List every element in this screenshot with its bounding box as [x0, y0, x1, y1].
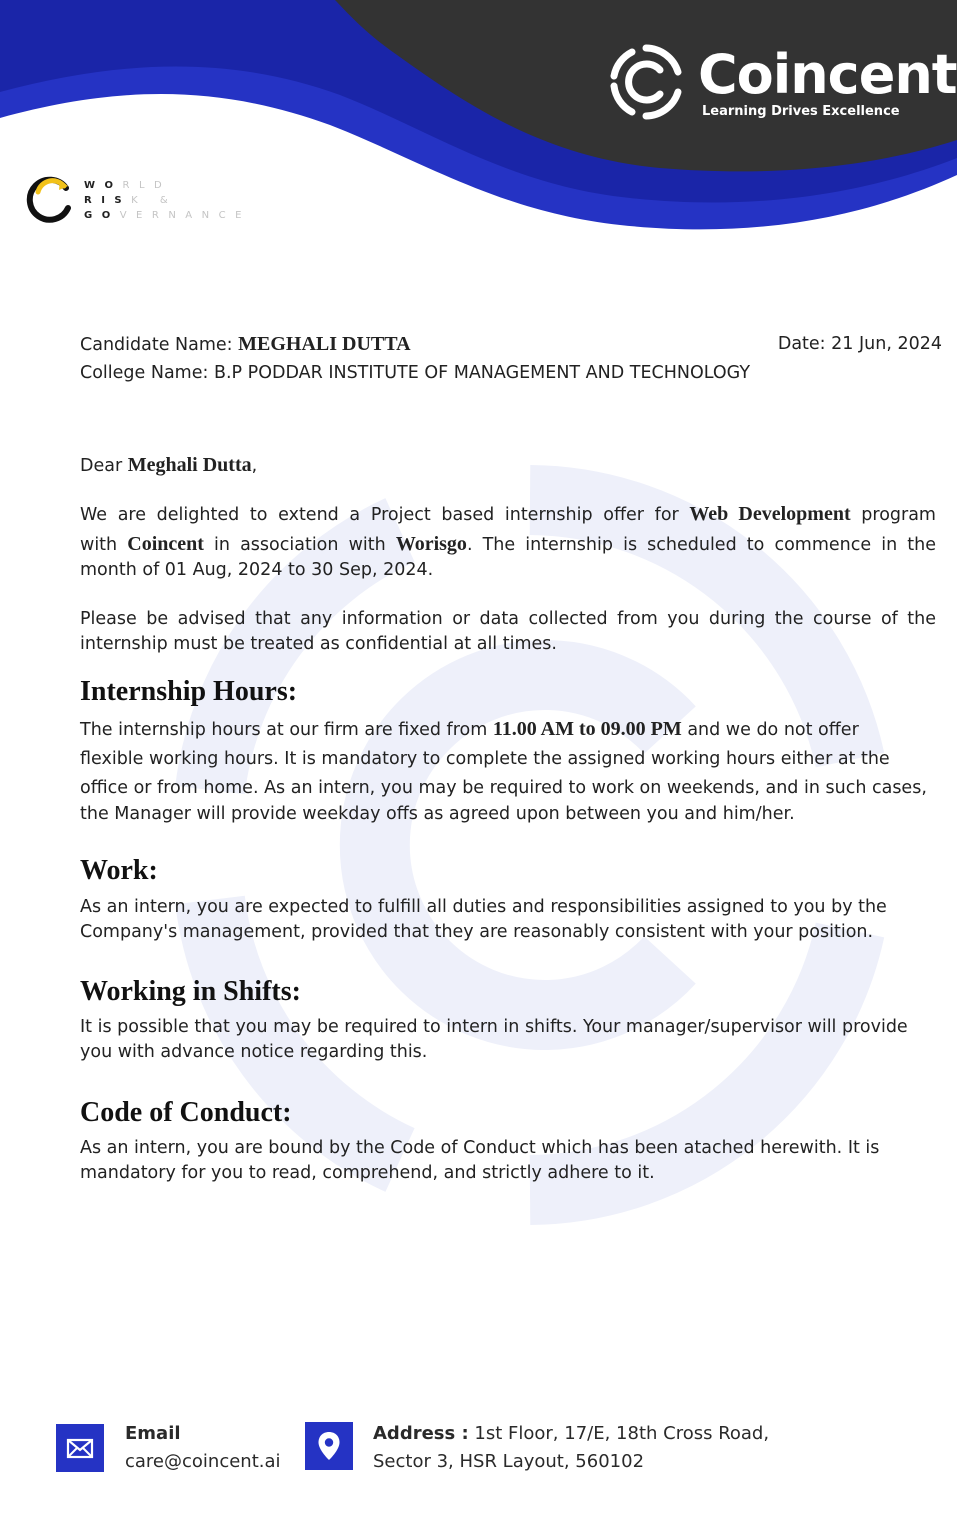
brand-tagline: Learning Drives Excellence — [702, 104, 900, 119]
worisgo-logo-text — [84, 178, 251, 223]
wrg-line3-light: VERNANCE — [119, 210, 251, 221]
footer-address — [305, 1420, 785, 1480]
date-line — [778, 332, 942, 356]
heading-working-in-shifts: Working in Shifts: — [80, 976, 301, 1007]
date-label: Date: — [777, 334, 826, 354]
hours-paragraph — [80, 715, 936, 825]
offer-text-c: . The internship is scheduled to commence in the — [466, 535, 936, 555]
candidate-label: Candidate Name: — [80, 335, 233, 355]
footer-email — [56, 1420, 296, 1480]
college-line — [80, 361, 750, 385]
worisgo-logo-icon — [26, 174, 74, 224]
brand-name: Coincent — [698, 43, 957, 106]
location-icon-box — [305, 1422, 353, 1470]
hours-text-a: The internship hours at our firm are fixed from — [80, 720, 488, 740]
offer-line-2 — [80, 532, 936, 558]
hours-line-3: office or from home. As an intern, you may be required to work on weekends, and in such cases, — [80, 778, 927, 798]
address-text — [373, 1420, 769, 1476]
confidential-line-1: Please be advised that any information or data collected from you during the course of the — [80, 609, 936, 629]
college-label: College Name: — [80, 363, 209, 383]
college-name: B.P PODDAR INSTITUTE OF MANAGEMENT AND TECHNOLOGY — [213, 363, 751, 383]
address-label: Address : — [373, 1423, 469, 1444]
work-paragraph — [80, 895, 936, 945]
program-name: Web Development — [689, 503, 851, 525]
hours-time: 11.00 AM to 09.00 PM — [492, 718, 682, 740]
shifts-line-2: you with advance notice regarding this. — [80, 1042, 428, 1062]
shifts-paragraph — [80, 1015, 936, 1065]
confidential-paragraph — [80, 607, 936, 657]
hours-line-2: flexible working hours. It is mandatory to complete the assigned working hours either at the — [80, 749, 890, 769]
work-line-1: As an intern, you are expected to fulfill all duties and responsibilities assigned to you by the — [80, 897, 887, 917]
email-label: Email — [125, 1423, 181, 1444]
offer-text-with: with — [80, 535, 118, 555]
offer-line-3: month of 01 Aug, 2024 to 30 Sep, 2024. — [80, 560, 434, 580]
conduct-line-1: As an intern, you are bound by the Code of Conduct which has been atached herewith. It is — [80, 1138, 880, 1158]
candidate-name: MEGHALI DUTTA — [238, 333, 411, 355]
work-line-2: Company's management, provided that they are reasonably consistent with your position. — [80, 922, 874, 942]
offer-paragraph — [80, 502, 936, 583]
wrg-line2-light: K & — [131, 195, 178, 206]
offer-line-1 — [80, 502, 936, 532]
company-name: Coincent — [127, 533, 204, 555]
email-icon-box — [56, 1424, 104, 1472]
wrg-line2-dark: RIS — [84, 195, 132, 206]
conduct-paragraph — [80, 1136, 936, 1186]
address-line-1: 1st Floor, 17/E, 18th Cross Road, — [474, 1423, 770, 1444]
confidential-line-2: internship must be treated as confidential at all times. — [80, 634, 557, 654]
email-value[interactable]: care@coincent.ai — [125, 1451, 281, 1472]
envelope-icon — [56, 1424, 104, 1472]
email-text — [125, 1420, 281, 1476]
heading-code-of-conduct: Code of Conduct: — [80, 1097, 292, 1128]
hours-line-4: the Manager will provide weekday offs as agreed upon between you and him/her. — [80, 804, 795, 824]
address-line-2: Sector 3, HSR Layout, 560102 — [373, 1451, 645, 1472]
candidate-line — [80, 332, 411, 357]
wrg-line1-light: RLD — [122, 180, 172, 191]
coincent-logo-icon — [606, 42, 686, 122]
heading-work: Work: — [80, 855, 158, 886]
offer-text-assoc: in association with — [214, 535, 386, 555]
offer-text-b: program — [861, 505, 936, 525]
heading-internship-hours: Internship Hours: — [80, 676, 298, 707]
worisgo-logo — [26, 172, 276, 232]
wrg-line3-dark: GO — [84, 210, 120, 221]
hours-line-1 — [80, 715, 936, 745]
date-value: 21 Jun, 2024 — [831, 334, 942, 354]
salutation — [80, 453, 257, 478]
hours-text-b: and we do not offer — [687, 720, 859, 740]
partner-name: Worisgo — [395, 533, 467, 555]
offer-text-a: We are delighted to extend a Project based internship offer for — [80, 505, 679, 525]
salutation-word: Dear — [80, 456, 123, 476]
conduct-line-2: mandatory for you to read, comprehend, and strictly adhere to it. — [80, 1163, 655, 1183]
salutation-end: , — [251, 456, 258, 476]
map-pin-icon — [305, 1422, 353, 1470]
wrg-line1-dark: WO — [84, 180, 123, 191]
salutation-name: Meghali Dutta — [127, 454, 252, 476]
coincent-logo — [606, 42, 957, 126]
shifts-line-1: It is possible that you may be required to intern in shifts. Your manager/supervisor will provide — [80, 1017, 908, 1037]
